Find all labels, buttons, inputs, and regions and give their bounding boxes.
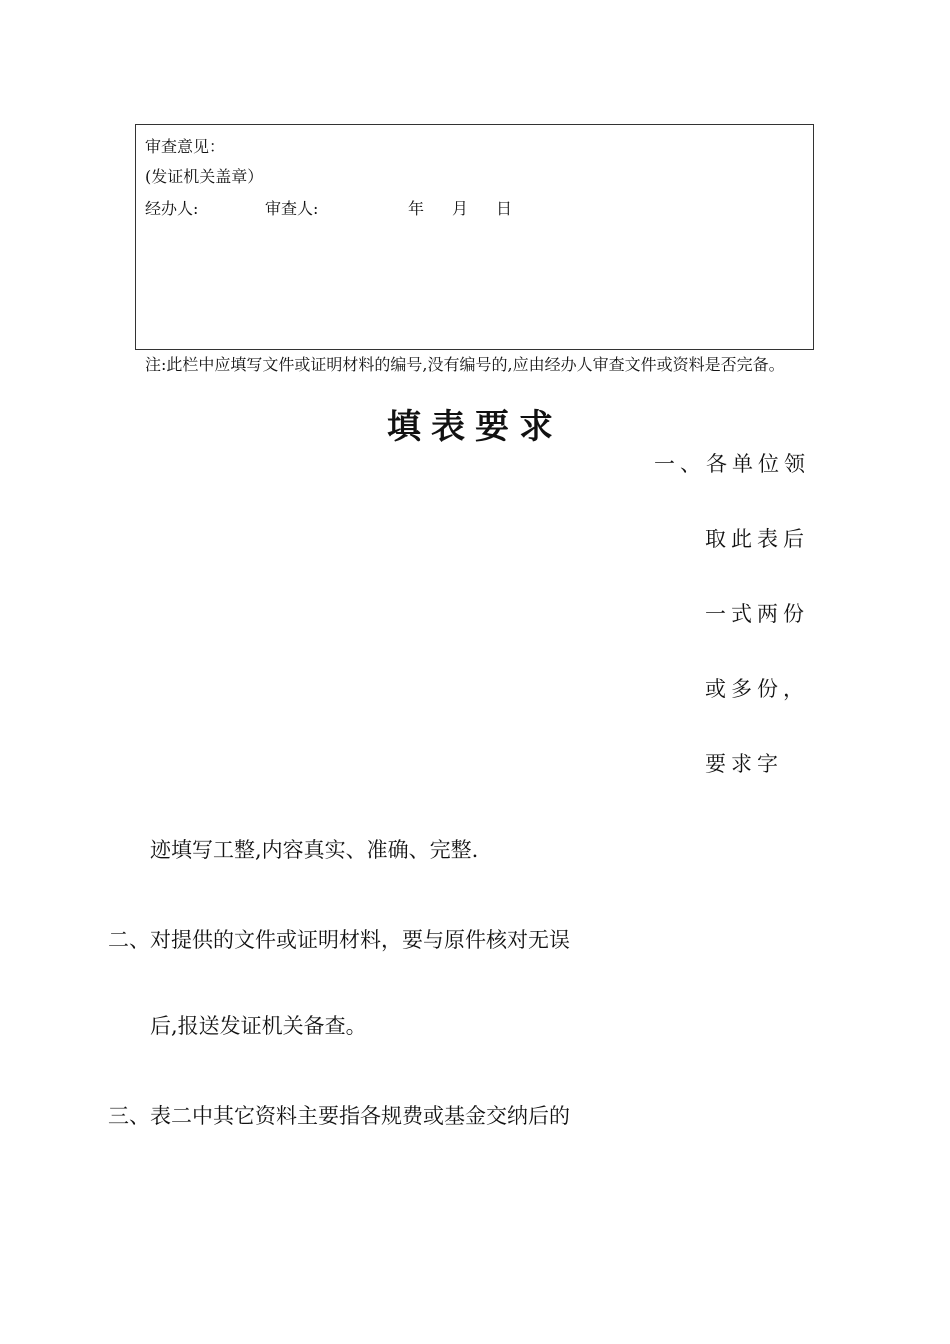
requirement-1-line-2: 取此表后	[705, 527, 809, 551]
requirement-2-line-1: 二、对提供的文件或证明材料，要与原件核对无误	[108, 928, 570, 952]
reviewer-label: 审查人:	[265, 199, 319, 218]
requirement-1-continuation: 迹填写工整,内容真实、准确、完整.	[150, 838, 479, 862]
requirement-1-line-3: 一式两份	[705, 602, 809, 626]
requirement-1-line-5: 要求字	[705, 752, 783, 776]
month-label: 月	[452, 199, 469, 218]
requirement-1-line-1: 一、各单位领	[654, 452, 810, 476]
requirement-1-line-4: 或多份，	[705, 677, 809, 701]
year-label: 年	[408, 199, 425, 218]
requirement-3-line-1: 三、表二中其它资料主要指各规费或基金交纳后的	[108, 1104, 570, 1128]
review-opinion-label: 审查意见：	[145, 137, 226, 156]
review-box	[135, 124, 814, 350]
requirement-2-line-2: 后,报送发证机关备查。	[150, 1014, 367, 1038]
page-title: 填表要求	[387, 407, 563, 447]
handler-label: 经办人:	[145, 199, 199, 218]
day-label: 日	[496, 199, 513, 218]
form-note: 注:此栏中应填写文件或证明材料的编号,没有编号的,应由经办人审查文件或资料是否完备。	[145, 355, 785, 374]
seal-label: (发证机关盖章）	[145, 167, 264, 186]
